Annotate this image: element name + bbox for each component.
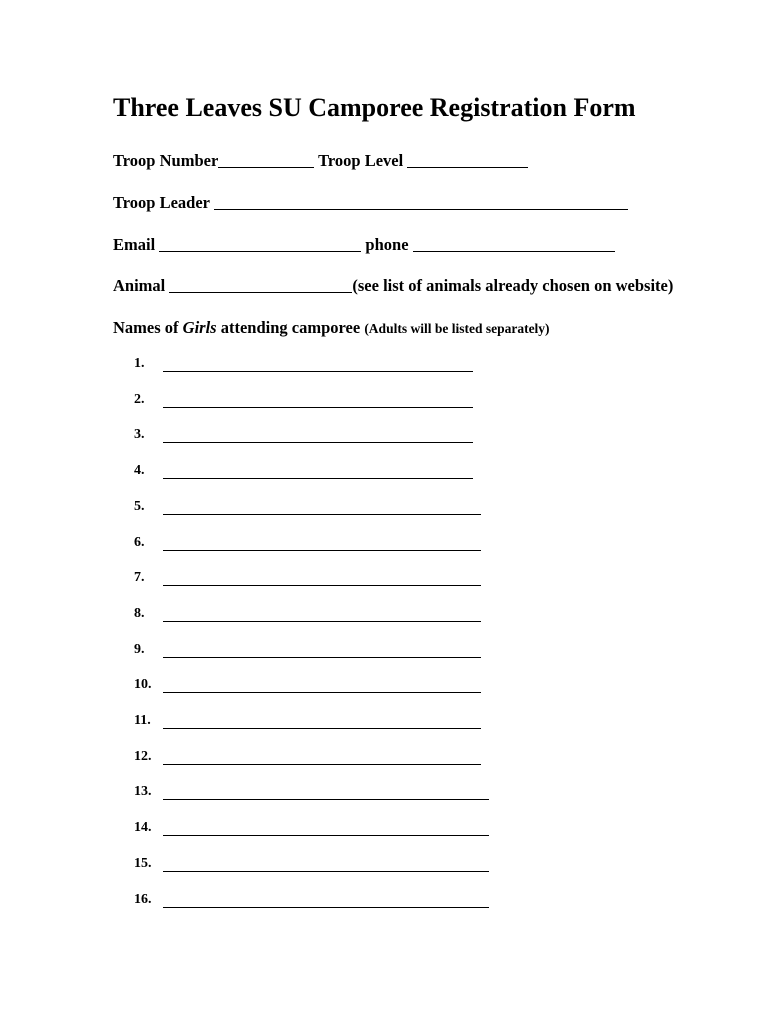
girl-name-field[interactable] bbox=[163, 907, 489, 908]
girl-name-field[interactable] bbox=[163, 728, 481, 729]
names-heading bbox=[113, 317, 550, 340]
list-item-number: 6. bbox=[134, 534, 145, 550]
names-note: (Adults will be listed separately) bbox=[364, 321, 550, 336]
names-girls: Girls bbox=[182, 318, 217, 337]
troop-row bbox=[113, 150, 528, 172]
troop-leader-row bbox=[113, 192, 628, 214]
girl-name-field[interactable] bbox=[163, 799, 489, 800]
contact-row bbox=[113, 234, 615, 256]
girl-name-field[interactable] bbox=[163, 514, 481, 515]
girl-name-field[interactable] bbox=[163, 550, 481, 551]
list-item-number: 12. bbox=[134, 748, 152, 764]
troop-level-label: Troop Level bbox=[318, 151, 404, 170]
animal-label: Animal bbox=[113, 276, 166, 295]
troop-leader-field[interactable] bbox=[214, 193, 628, 210]
list-item-number: 9. bbox=[134, 641, 145, 657]
list-item-number: 7. bbox=[134, 570, 145, 586]
names-prefix: Names of bbox=[113, 318, 183, 337]
girl-name-field[interactable] bbox=[163, 478, 473, 479]
girl-name-field[interactable] bbox=[163, 692, 481, 693]
phone-label: phone bbox=[365, 235, 409, 254]
troop-number-field[interactable] bbox=[218, 151, 314, 168]
list-item-number: 13. bbox=[134, 784, 152, 800]
girl-name-field[interactable] bbox=[163, 442, 473, 443]
list-item-number: 14. bbox=[134, 820, 152, 836]
list-item-number: 5. bbox=[134, 498, 145, 514]
list-item-number: 16. bbox=[134, 891, 152, 907]
animal-field[interactable] bbox=[169, 276, 352, 293]
list-item-number: 4. bbox=[134, 463, 145, 479]
girl-name-field[interactable] bbox=[163, 371, 473, 372]
phone-field[interactable] bbox=[413, 235, 615, 252]
girl-name-field[interactable] bbox=[163, 657, 481, 658]
list-item-number: 8. bbox=[134, 605, 145, 621]
list-item-number: 11. bbox=[134, 713, 151, 728]
email-label: Email bbox=[113, 235, 156, 254]
girl-name-field[interactable] bbox=[163, 871, 489, 872]
list-item-number: 3. bbox=[134, 427, 145, 443]
girl-name-field[interactable] bbox=[163, 835, 489, 836]
girl-name-field[interactable] bbox=[163, 621, 481, 622]
email-field[interactable] bbox=[159, 235, 361, 252]
troop-level-field[interactable] bbox=[407, 151, 528, 168]
list-item-number: 10. bbox=[134, 677, 152, 693]
animal-row bbox=[113, 275, 673, 297]
form-title: Three Leaves SU Camporee Registration Form bbox=[113, 93, 636, 122]
girl-name-field[interactable] bbox=[163, 407, 473, 408]
list-item-number: 15. bbox=[134, 855, 152, 871]
girl-name-field[interactable] bbox=[163, 585, 481, 586]
list-item-number: 2. bbox=[134, 391, 145, 407]
list-item-number: 1. bbox=[134, 356, 145, 371]
animal-note: (see list of animals already chosen on website) bbox=[352, 276, 674, 295]
troop-leader-label: Troop Leader bbox=[113, 193, 210, 212]
troop-number-label: Troop Number bbox=[113, 151, 219, 170]
names-suffix: attending camporee bbox=[216, 318, 365, 337]
girl-name-field[interactable] bbox=[163, 764, 481, 765]
